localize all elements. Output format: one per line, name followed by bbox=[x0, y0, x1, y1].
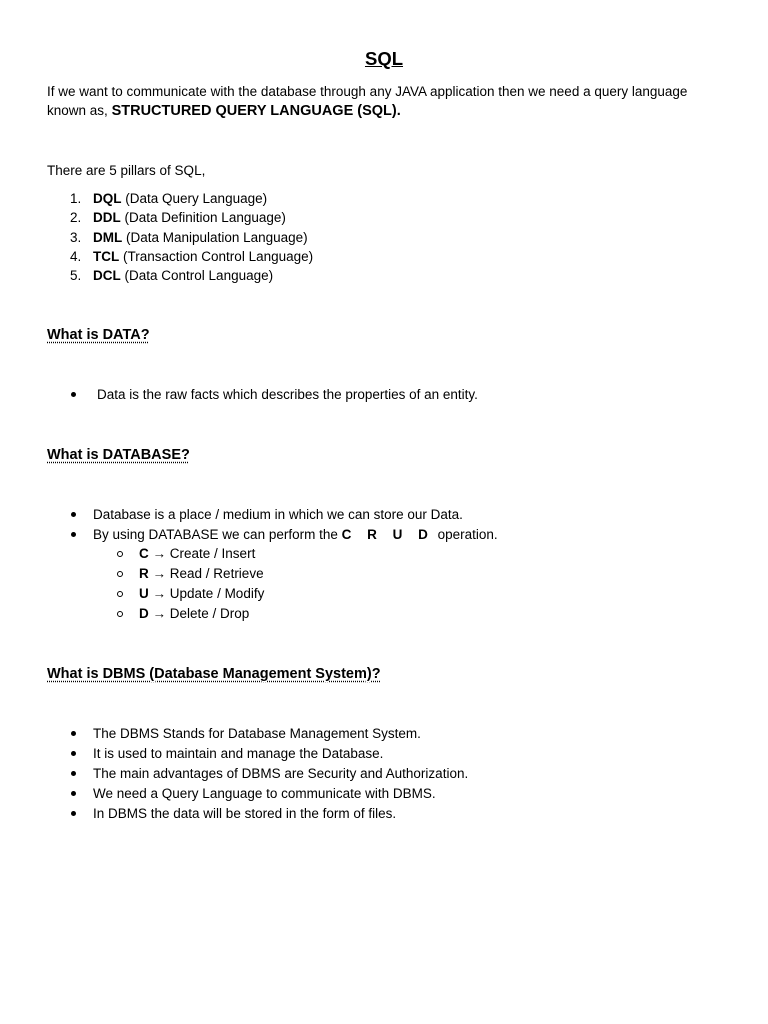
circle-bullet-icon bbox=[117, 551, 123, 557]
bullet-icon bbox=[71, 392, 76, 397]
database-bullet-2 bbox=[93, 526, 498, 544]
dbms-bullet: We need a Query Language to communicate with DBMS. bbox=[93, 786, 436, 801]
bullet-icon bbox=[71, 811, 76, 816]
crud-desc: Update / Modify bbox=[169, 586, 265, 601]
pillar-abbr: DML bbox=[93, 230, 123, 245]
pillar-desc: (Transaction Control Language) bbox=[123, 249, 314, 264]
crud-letter: C bbox=[139, 546, 149, 561]
pillar-abbr: TCL bbox=[93, 249, 120, 264]
pillars-intro: There are 5 pillars of SQL, bbox=[47, 163, 206, 178]
crud-letter: R bbox=[139, 566, 149, 581]
crud-prefix: By using DATABASE we can perform the bbox=[93, 527, 338, 542]
circle-bullet-icon bbox=[117, 591, 123, 597]
intro-line-2 bbox=[47, 102, 401, 120]
pillar-desc: (Data Query Language) bbox=[125, 191, 268, 206]
crud-desc: Delete / Drop bbox=[169, 606, 250, 621]
bullet-icon bbox=[71, 751, 76, 756]
crud-item bbox=[139, 605, 249, 623]
intro-sql-definition: STRUCTURED QUERY LANGUAGE (SQL). bbox=[111, 103, 401, 119]
dbms-bullet: It is used to maintain and manage the Database. bbox=[93, 746, 384, 761]
arrow-right-icon: → bbox=[152, 546, 167, 561]
circle-bullet-icon bbox=[117, 611, 123, 617]
intro-line-1: If we want to communicate with the database through any JAVA application then we need a query language bbox=[47, 84, 688, 99]
arrow-right-icon: → bbox=[152, 586, 167, 601]
dbms-bullet: The DBMS Stands for Database Management System. bbox=[93, 726, 421, 741]
arrow-right-icon: → bbox=[152, 606, 167, 621]
dbms-bullet: The main advantages of DBMS are Security and Authorization. bbox=[93, 766, 469, 781]
bullet-icon bbox=[71, 791, 76, 796]
crud-item bbox=[139, 565, 264, 583]
page-title: SQL bbox=[364, 48, 404, 69]
crud-item bbox=[139, 545, 255, 563]
crud-item bbox=[139, 585, 264, 603]
pillar-item bbox=[70, 190, 267, 208]
pillar-abbr: DCL bbox=[93, 268, 121, 283]
crud-suffix: operation. bbox=[437, 527, 498, 542]
intro-prefix: known as, bbox=[47, 103, 108, 118]
pillar-number: 2. bbox=[70, 210, 82, 225]
database-bullet-1: Database is a place / medium in which we can store our Data. bbox=[93, 507, 463, 522]
circle-bullet-icon bbox=[117, 571, 123, 577]
dbms-bullet: In DBMS the data will be stored in the form of files. bbox=[93, 806, 397, 821]
database-heading: What is DATABASE? bbox=[47, 447, 190, 463]
crud-letters: C R U D bbox=[341, 527, 434, 542]
pillar-number: 5. bbox=[70, 268, 82, 283]
dbms-heading: What is DBMS (Database Management System)? bbox=[47, 666, 381, 682]
pillar-number: 4. bbox=[70, 249, 82, 264]
pillar-number: 3. bbox=[70, 230, 82, 245]
pillar-number: 1. bbox=[70, 191, 82, 206]
arrow-right-icon: → bbox=[152, 566, 167, 581]
pillar-abbr: DQL bbox=[93, 191, 122, 206]
pillar-desc: (Data Manipulation Language) bbox=[126, 230, 308, 245]
pillar-item bbox=[70, 248, 313, 266]
bullet-icon bbox=[71, 532, 76, 537]
pillar-abbr: DDL bbox=[93, 210, 121, 225]
pillar-desc: (Data Definition Language) bbox=[124, 210, 286, 225]
pillar-item bbox=[70, 209, 286, 227]
data-bullet: Data is the raw facts which describes the properties of an entity. bbox=[97, 387, 478, 402]
pillar-desc: (Data Control Language) bbox=[124, 268, 274, 283]
crud-letter: U bbox=[139, 586, 149, 601]
pillar-item bbox=[70, 267, 273, 285]
bullet-icon bbox=[71, 512, 76, 517]
pillar-item bbox=[70, 229, 308, 247]
bullet-icon bbox=[71, 771, 76, 776]
crud-desc: Read / Retrieve bbox=[169, 566, 264, 581]
crud-desc: Create / Insert bbox=[169, 546, 256, 561]
bullet-icon bbox=[71, 731, 76, 736]
crud-letter: D bbox=[139, 606, 149, 621]
data-heading: What is DATA? bbox=[47, 327, 150, 343]
